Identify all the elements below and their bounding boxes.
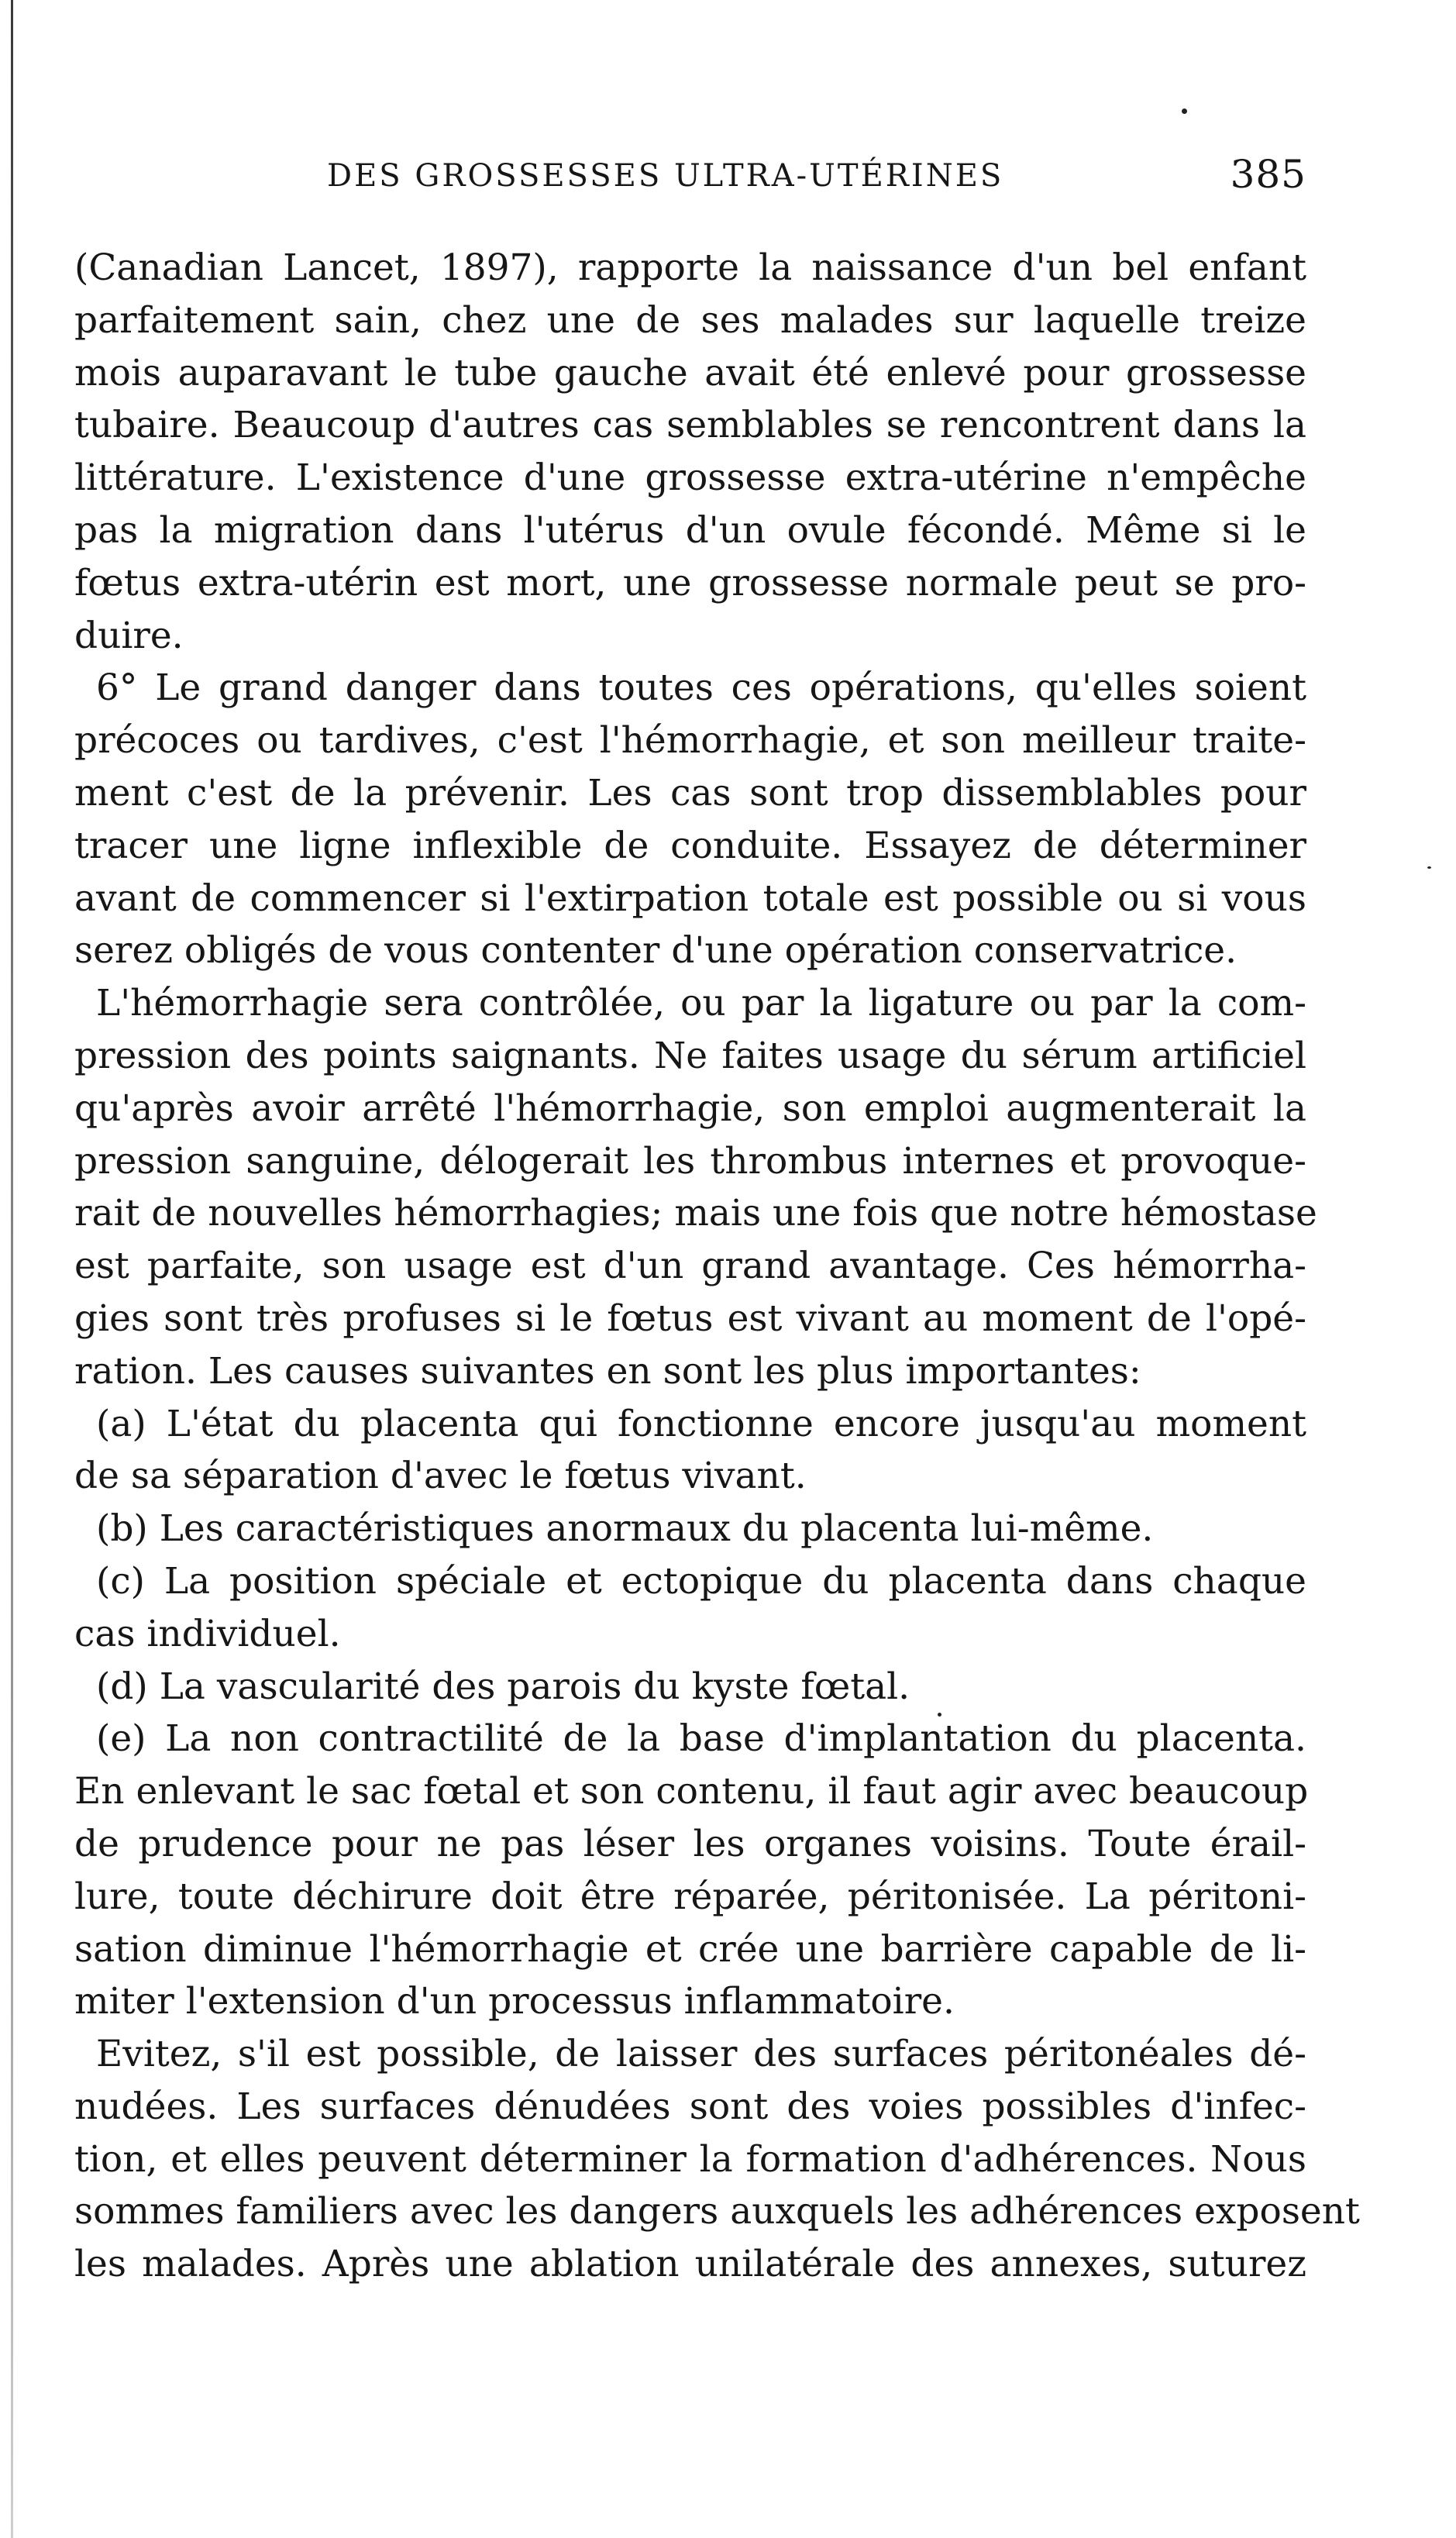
text-line: 6° Le grand danger dans toutes ces opérations, qu'elles soient xyxy=(96,666,1306,710)
running-title: DES GROSSESSES ULTRA-UTÉRINES xyxy=(327,158,1004,194)
text-line: tubaire. Beaucoup d'autres cas semblables se rencontrent dans la xyxy=(74,404,1306,447)
text-line: sommes familiers avec les dangers auxquels les adhérences exposent xyxy=(74,2190,1360,2233)
print-speck xyxy=(1182,108,1187,114)
text-line: gies sont très profuses si le fœtus est vivant au moment de l'opé- xyxy=(74,1297,1306,1340)
text-line: précoces ou tardives, c'est l'hémorrhagie, et son meilleur traite- xyxy=(74,719,1306,763)
text-line: parfaitement sain, chez une de ses malades sur laquelle treize xyxy=(74,298,1306,342)
page-edge-shadow xyxy=(11,0,13,2538)
text-line: (Canadian Lancet, 1897), rapporte la naissance d'un bel enfant xyxy=(74,246,1306,289)
text-line: Evitez, s'il est possible, de laisser des surfaces péritonéales dé- xyxy=(96,2033,1306,2076)
page-number: 385 xyxy=(1230,152,1306,197)
text-line: lure, toute déchirure doit être réparée, péritonisée. La péritoni- xyxy=(74,1875,1306,1918)
text-line: (b) Les caractéristiques anormaux du placenta lui-même. xyxy=(96,1507,1154,1551)
text-line: avant de commencer si l'extirpation totale est possible ou si vous xyxy=(74,876,1306,920)
text-line: duire. xyxy=(74,614,184,657)
text-line: nudées. Les surfaces dénudées sont des voies possibles d'infec- xyxy=(74,2085,1306,2128)
text-line: serez obligés de vous contenter d'une opération conservatrice. xyxy=(74,929,1237,973)
text-line: mois auparavant le tube gauche avait été enlevé pour grossesse xyxy=(74,351,1306,394)
text-line: pression sanguine, délogerait les thrombus internes et provoque- xyxy=(74,1139,1306,1183)
text-line: tion, et elles peuvent déterminer la formation d'adhérences. Nous xyxy=(74,2137,1306,2181)
text-line: En enlevant le sac fœtal et son contenu, il faut agir avec beaucoup xyxy=(74,1770,1309,1813)
text-line: ment c'est de la prévenir. Les cas sont trop dissemblables pour xyxy=(74,771,1306,814)
text-line: littérature. L'existence d'une grossesse extra-utérine n'empêche xyxy=(74,456,1306,500)
text-line: qu'après avoir arrêté l'hémorrhagie, son emploi augmenterait la xyxy=(74,1086,1306,1130)
text-line: ration. Les causes suivantes en sont les plus importantes: xyxy=(74,1349,1141,1393)
text-line: rait de nouvelles hémorrhagies; mais une fois que notre hémostase xyxy=(74,1192,1317,1235)
text-line: pas la migration dans l'utérus d'un ovule fécondé. Même si le xyxy=(74,508,1306,552)
text-line: de sa séparation d'avec le fœtus vivant. xyxy=(74,1455,807,1498)
text-line: de prudence pour ne pas léser les organes voisins. Toute érail- xyxy=(74,1822,1306,1865)
text-line: L'hémorrhagie sera contrôlée, ou par la ligature ou par la com- xyxy=(96,982,1306,1025)
text-line: (e) La non contractilité de la base d'implantation du placenta. xyxy=(96,1717,1306,1761)
text-line: sation diminue l'hémorrhagie et crée une barrière capable de li- xyxy=(74,1927,1306,1971)
print-speck xyxy=(1427,866,1431,869)
text-line: (c) La position spéciale et ectopique du placenta dans chaque xyxy=(96,1559,1306,1603)
text-line: les malades. Après une ablation unilatérale des annexes, suturez xyxy=(74,2243,1306,2286)
text-line: fœtus extra-utérin est mort, une grossesse normale peut se pro- xyxy=(74,561,1306,604)
text-line: (d) La vascularité des parois du kyste fœtal. xyxy=(96,1665,910,1708)
body-text xyxy=(74,242,1360,2291)
text-line: (a) L'état du placenta qui fonctionne encore jusqu'au moment xyxy=(96,1402,1306,1445)
text-line: tracer une ligne inflexible de conduite. Essayez de déterminer xyxy=(74,824,1306,867)
text-line: est parfaite, son usage est d'un grand avantage. Ces hémorrha- xyxy=(74,1245,1306,1288)
text-line: pression des points saignants. Ne faites usage du sérum artificiel xyxy=(74,1034,1306,1077)
text-line: cas individuel. xyxy=(74,1612,341,1655)
page-header xyxy=(74,152,1306,198)
text-line: miter l'extension d'un processus inflammatoire. xyxy=(74,1980,955,2023)
